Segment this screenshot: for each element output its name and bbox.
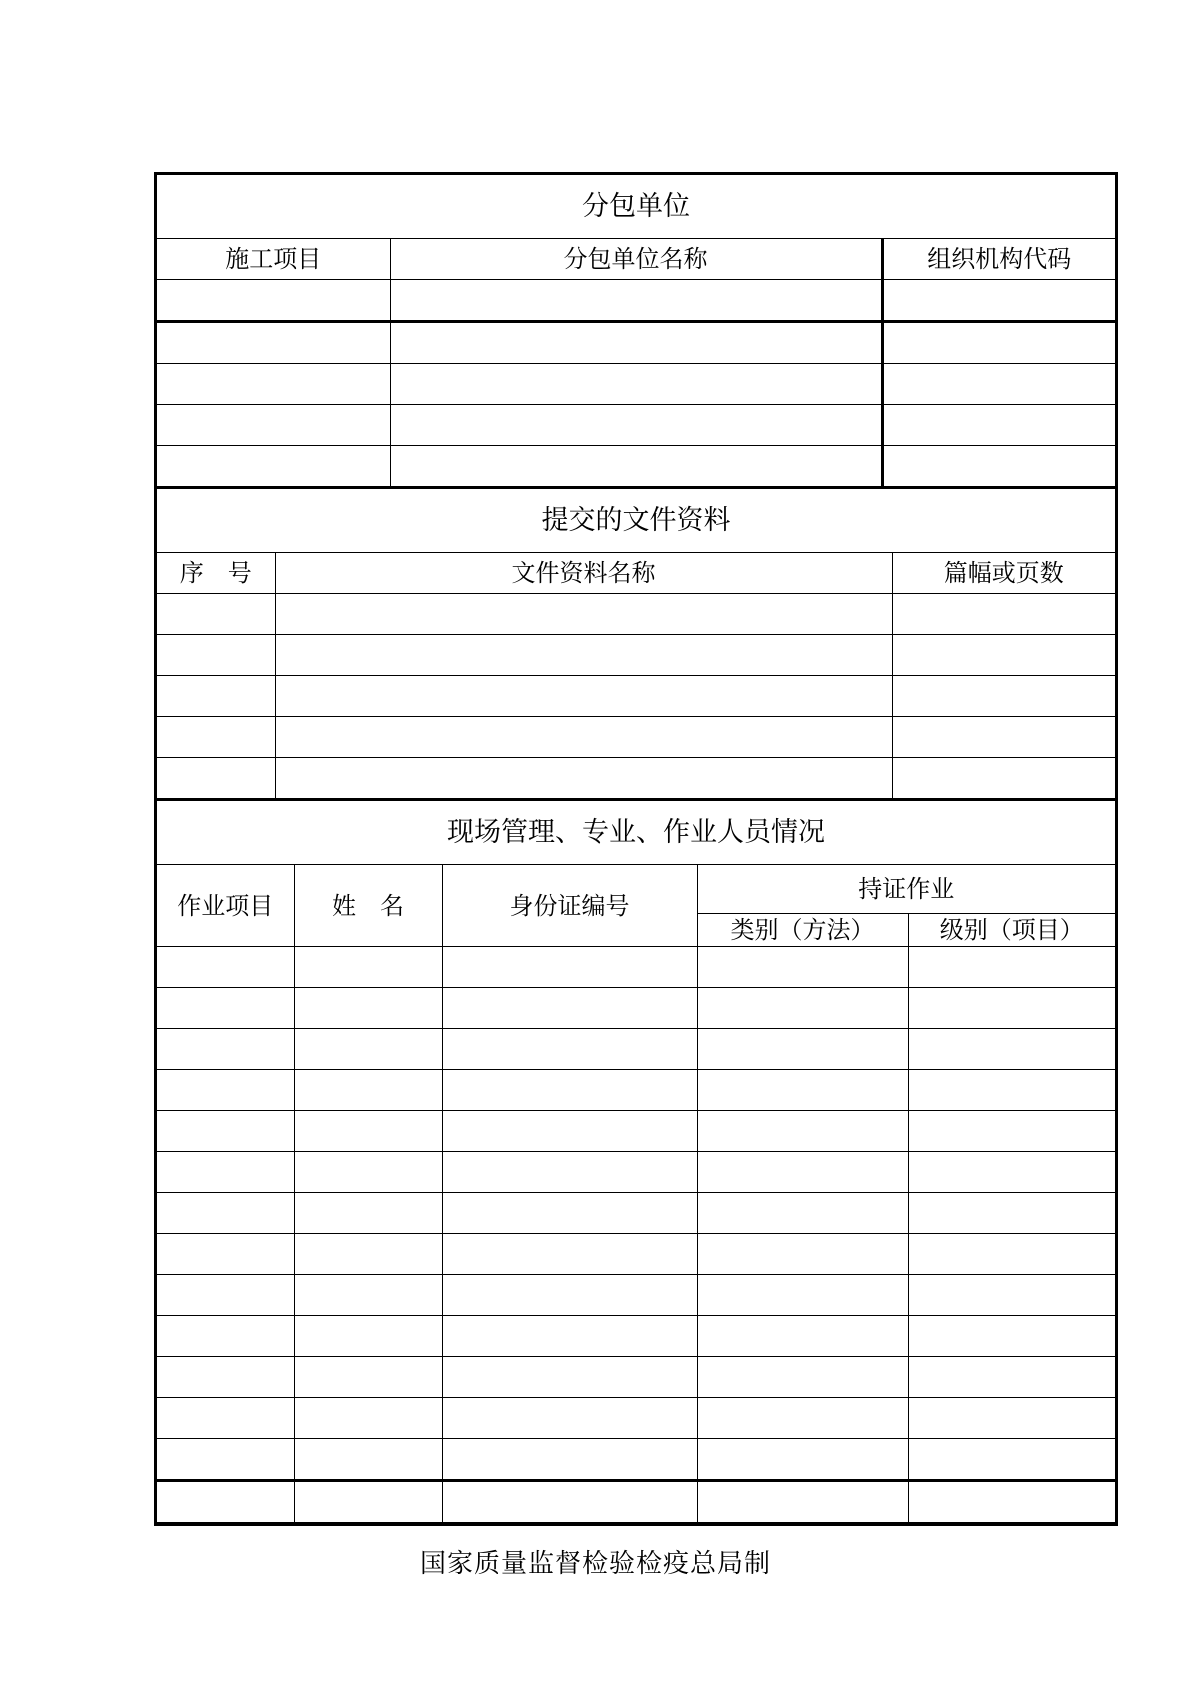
subcontractor-table xyxy=(157,175,1115,489)
cell[interactable] xyxy=(294,1152,442,1193)
cell[interactable] xyxy=(294,1439,442,1481)
cell[interactable] xyxy=(442,1029,697,1070)
cell[interactable] xyxy=(697,1193,908,1234)
cell[interactable] xyxy=(697,1152,908,1193)
header-name: 姓 名 xyxy=(294,865,442,947)
header-serial-number: 序 号 xyxy=(157,553,275,594)
section-title-subcontractor: 分包单位 xyxy=(157,175,1115,239)
cell[interactable] xyxy=(908,988,1115,1029)
cell[interactable] xyxy=(697,1234,908,1275)
cell[interactable] xyxy=(697,1111,908,1152)
table-row xyxy=(157,1357,1115,1398)
table-row xyxy=(157,364,1115,405)
cell[interactable] xyxy=(892,758,1115,800)
header-construction-item: 施工项目 xyxy=(157,239,390,280)
cell[interactable] xyxy=(294,1234,442,1275)
cell[interactable] xyxy=(157,1398,294,1439)
cell[interactable] xyxy=(275,594,892,635)
table-row xyxy=(157,1029,1115,1070)
header-work-item: 作业项目 xyxy=(157,865,294,947)
table-row xyxy=(157,1439,1115,1481)
header-id-number: 身份证编号 xyxy=(442,865,697,947)
cell[interactable] xyxy=(697,1357,908,1398)
cell[interactable] xyxy=(294,1398,442,1439)
table-row xyxy=(157,280,1115,322)
cell[interactable] xyxy=(294,1193,442,1234)
header-level-item: 级别（项目） xyxy=(908,914,1115,947)
cell[interactable] xyxy=(157,364,390,405)
cell[interactable] xyxy=(390,405,882,446)
table-row xyxy=(157,1398,1115,1439)
table-row xyxy=(157,1234,1115,1275)
documents-table xyxy=(157,489,1115,801)
cell[interactable] xyxy=(157,1193,294,1234)
table-row xyxy=(157,1070,1115,1111)
cell[interactable] xyxy=(908,1439,1115,1481)
cell[interactable] xyxy=(157,405,390,446)
table-row xyxy=(157,1275,1115,1316)
cell[interactable] xyxy=(908,1029,1115,1070)
cell[interactable] xyxy=(882,364,1115,405)
cell[interactable] xyxy=(275,717,892,758)
cell[interactable] xyxy=(157,1275,294,1316)
cell[interactable] xyxy=(908,1398,1115,1439)
cell[interactable] xyxy=(697,1439,908,1481)
table-row xyxy=(157,1481,1115,1523)
cell[interactable] xyxy=(892,635,1115,676)
cell[interactable] xyxy=(157,280,390,322)
cell[interactable] xyxy=(390,364,882,405)
cell[interactable] xyxy=(908,1357,1115,1398)
cell[interactable] xyxy=(697,1481,908,1523)
cell[interactable] xyxy=(294,988,442,1029)
cell[interactable] xyxy=(294,947,442,988)
cell[interactable] xyxy=(275,635,892,676)
cell[interactable] xyxy=(697,1029,908,1070)
cell[interactable] xyxy=(442,1275,697,1316)
cell[interactable] xyxy=(275,758,892,800)
cell[interactable] xyxy=(157,1357,294,1398)
table-row xyxy=(157,758,1115,800)
cell[interactable] xyxy=(294,1357,442,1398)
cell[interactable] xyxy=(442,988,697,1029)
cell[interactable] xyxy=(442,1193,697,1234)
cell[interactable] xyxy=(697,1070,908,1111)
header-page-count: 篇幅或页数 xyxy=(892,553,1115,594)
cell[interactable] xyxy=(294,1111,442,1152)
cell[interactable] xyxy=(882,322,1115,364)
cell[interactable] xyxy=(157,1152,294,1193)
table-row xyxy=(157,1152,1115,1193)
cell[interactable] xyxy=(294,1275,442,1316)
cell[interactable] xyxy=(157,594,275,635)
cell[interactable] xyxy=(908,947,1115,988)
cell[interactable] xyxy=(882,405,1115,446)
table-row xyxy=(157,1193,1115,1234)
cell[interactable] xyxy=(157,947,294,988)
cell[interactable] xyxy=(157,758,275,800)
cell[interactable] xyxy=(157,676,275,717)
cell[interactable] xyxy=(442,1070,697,1111)
section-title-personnel: 现场管理、专业、作业人员情况 xyxy=(157,801,1115,865)
table-row xyxy=(157,1316,1115,1357)
cell[interactable] xyxy=(697,1398,908,1439)
header-category-method: 类别（方法） xyxy=(697,914,908,947)
cell[interactable] xyxy=(908,1193,1115,1234)
cell[interactable] xyxy=(157,717,275,758)
cell[interactable] xyxy=(697,1316,908,1357)
cell[interactable] xyxy=(892,676,1115,717)
cell[interactable] xyxy=(442,1357,697,1398)
table-row xyxy=(157,322,1115,364)
section-title-documents: 提交的文件资料 xyxy=(157,489,1115,553)
table-row xyxy=(157,446,1115,488)
cell[interactable] xyxy=(157,1070,294,1111)
cell[interactable] xyxy=(908,1234,1115,1275)
cell[interactable] xyxy=(892,717,1115,758)
cell[interactable] xyxy=(442,1398,697,1439)
cell[interactable] xyxy=(390,446,882,488)
cell[interactable] xyxy=(442,1316,697,1357)
cell[interactable] xyxy=(390,280,882,322)
header-document-name: 文件资料名称 xyxy=(275,553,892,594)
cell[interactable] xyxy=(442,1481,697,1523)
issuer-footer: 国家质量监督检验检疫总局制 xyxy=(419,1549,771,1579)
cell[interactable] xyxy=(157,1029,294,1070)
cell[interactable] xyxy=(697,947,908,988)
header-org-code: 组织机构代码 xyxy=(882,239,1115,280)
cell[interactable] xyxy=(908,1070,1115,1111)
cell[interactable] xyxy=(442,1439,697,1481)
table-row xyxy=(157,988,1115,1029)
header-subcontractor-name: 分包单位名称 xyxy=(390,239,882,280)
cell[interactable] xyxy=(157,635,275,676)
table-row xyxy=(157,405,1115,446)
table-row xyxy=(157,635,1115,676)
cell[interactable] xyxy=(442,1152,697,1193)
cell[interactable] xyxy=(908,1111,1115,1152)
cell[interactable] xyxy=(892,594,1115,635)
cell[interactable] xyxy=(157,1481,294,1523)
cell[interactable] xyxy=(882,446,1115,488)
cell[interactable] xyxy=(157,988,294,1029)
cell[interactable] xyxy=(390,322,882,364)
table-row xyxy=(157,676,1115,717)
table-row xyxy=(157,717,1115,758)
cell[interactable] xyxy=(294,1481,442,1523)
table-row xyxy=(157,947,1115,988)
cell[interactable] xyxy=(294,1070,442,1111)
cell[interactable] xyxy=(157,446,390,488)
cell[interactable] xyxy=(294,1029,442,1070)
form-sheet xyxy=(154,172,1118,1526)
cell[interactable] xyxy=(697,1275,908,1316)
table-row xyxy=(157,1111,1115,1152)
table-row xyxy=(157,594,1115,635)
header-certified-work: 持证作业 xyxy=(697,865,1115,914)
cell[interactable] xyxy=(157,322,390,364)
cell[interactable] xyxy=(908,1152,1115,1193)
cell[interactable] xyxy=(442,947,697,988)
cell[interactable] xyxy=(157,1234,294,1275)
cell[interactable] xyxy=(442,1234,697,1275)
cell[interactable] xyxy=(697,988,908,1029)
personnel-table xyxy=(157,801,1115,1523)
cell[interactable] xyxy=(157,1439,294,1481)
cell[interactable] xyxy=(908,1481,1115,1523)
cell[interactable] xyxy=(908,1275,1115,1316)
cell[interactable] xyxy=(157,1316,294,1357)
cell[interactable] xyxy=(442,1111,697,1152)
cell[interactable] xyxy=(275,676,892,717)
cell[interactable] xyxy=(882,280,1115,322)
cell[interactable] xyxy=(908,1316,1115,1357)
cell[interactable] xyxy=(294,1316,442,1357)
cell[interactable] xyxy=(157,1111,294,1152)
